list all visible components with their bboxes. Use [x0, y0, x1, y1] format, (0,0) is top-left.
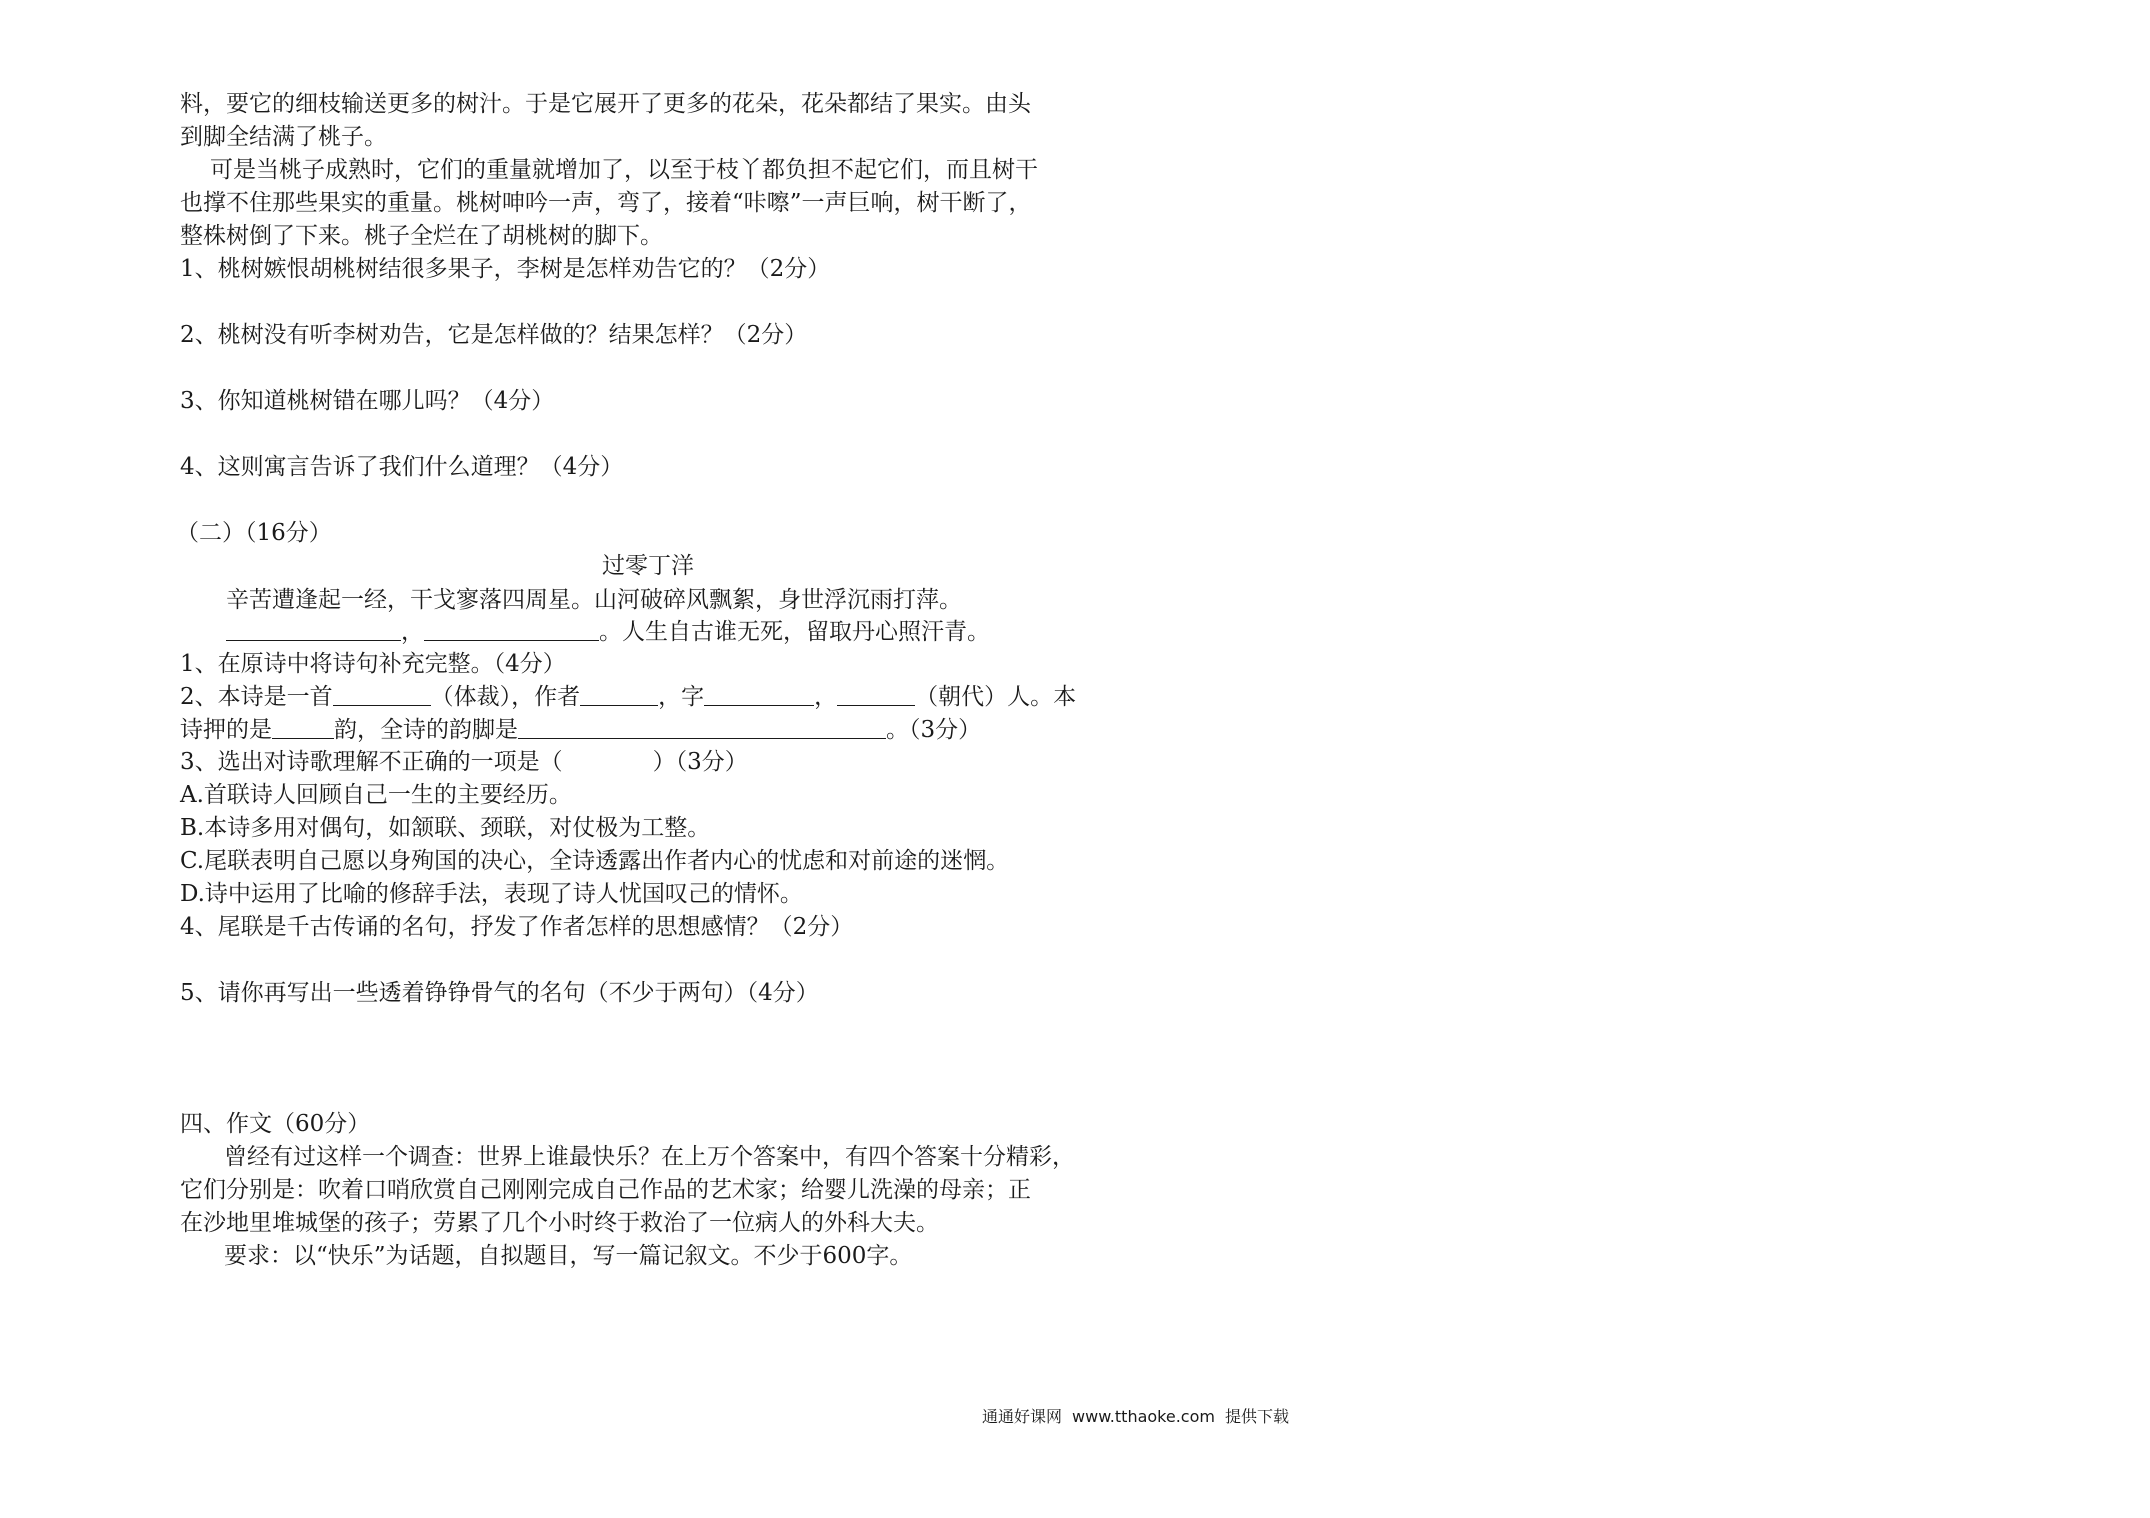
question-1: 1、桃树嫉恨胡桃树结很多果子，李树是怎样劝告它的？（2分）: [180, 256, 831, 282]
rhyme-blank[interactable]: [272, 714, 334, 739]
option-b: B.本诗多用对偶句，如颔联、颈联，对仗极为工整。: [180, 815, 711, 841]
poem-line-fill: ， 。人生自古谁无死，留取丹心照汗青。: [226, 616, 1176, 648]
passage-line: 可是当桃子成熟时，它们的重量就增加了，以至于枝丫都负担不起它们，而且树干: [210, 157, 1038, 183]
passage-line: 也撑不住那些果实的重量。桃树呻吟一声，弯了，接着“咔嚓”一声巨响，树干断了，: [180, 190, 1032, 216]
poem-title: 过零丁洋: [602, 553, 694, 579]
passage-line: 料，要它的细枝输送更多的树汁。于是它展开了更多的花朵，花朵都结了果实。由头: [180, 91, 1031, 117]
poem-line: 辛苦遭逢起一经，干戈寥落四周星。山河破碎风飘絮，身世浮沉雨打萍。: [226, 587, 962, 613]
question-4: 4、这则寓言告诉了我们什么道理？（4分）: [180, 454, 624, 480]
essay-prompt-line: 在沙地里堆城堡的孩子；劳累了几个小时终于救治了一位病人的外科大夫。: [180, 1210, 939, 1236]
footer-note: 提供下载: [1224, 1407, 1289, 1426]
dynasty-blank[interactable]: [837, 681, 915, 706]
question-4: 4、尾联是千古传诵的名句，抒发了作者怎样的思想感情？（2分）: [180, 914, 854, 940]
answer-blank[interactable]: [424, 616, 599, 641]
courtesy-name-blank[interactable]: [704, 681, 814, 706]
option-a: A.首联诗人回顾自己一生的主要经历。: [180, 782, 572, 808]
section-heading: （二）（16分）: [176, 520, 332, 546]
option-d: D.诗中运用了比喻的修辞手法，表现了诗人忧国叹己的情怀。: [180, 881, 803, 907]
genre-blank[interactable]: [333, 681, 431, 706]
footer-url[interactable]: www.tthaoke.com: [1072, 1407, 1215, 1426]
page-footer: [982, 1406, 1299, 1428]
footer-site: 通通好课网: [982, 1407, 1063, 1426]
answer-blank[interactable]: [226, 616, 401, 641]
essay-requirement: 要求：以“快乐”为话题，自拟题目，写一篇记叙文。不少于600字。: [224, 1243, 913, 1269]
essay-prompt-line: 曾经有过这样一个调查：世界上谁最快乐？在上万个答案中，有四个答案十分精彩，: [224, 1144, 1075, 1170]
rhyme-words-blank[interactable]: [518, 714, 886, 739]
question-2-cont: 诗押的是 韵，全诗的韵脚是 。（3分）: [180, 714, 1130, 746]
question-5: 5、请你再写出一些透着铮铮骨气的名句（不少于两句）（4分）: [180, 980, 819, 1006]
essay-prompt-line: 它们分别是：吹着口哨欣赏自己刚刚完成自己作品的艺术家；给婴儿洗澡的母亲；正: [180, 1177, 1031, 1203]
passage-line: 到脚全结满了桃子。: [180, 124, 387, 150]
question-3: 3、你知道桃树错在哪儿吗？（4分）: [180, 388, 555, 414]
option-c: C.尾联表明自己愿以身殉国的决心，全诗透露出作者内心的忧虑和对前途的迷惘。: [180, 848, 1010, 874]
author-blank[interactable]: [580, 681, 658, 706]
passage-line: 整株树倒了下来。桃子全烂在了胡桃树的脚下。: [180, 223, 663, 249]
question-1: 1、在原诗中将诗句补充完整。（4分）: [180, 651, 566, 677]
question-3: 3、选出对诗歌理解不正确的一项是（ ）（3分）: [180, 749, 748, 775]
question-2: 2、本诗是一首 （体裁），作者 ，字 ， （朝代）人。本: [180, 681, 1130, 713]
section-heading: 四、作文（60分）: [180, 1111, 371, 1137]
question-2: 2、桃树没有听李树劝告，它是怎样做的？结果怎样？（2分）: [180, 322, 808, 348]
